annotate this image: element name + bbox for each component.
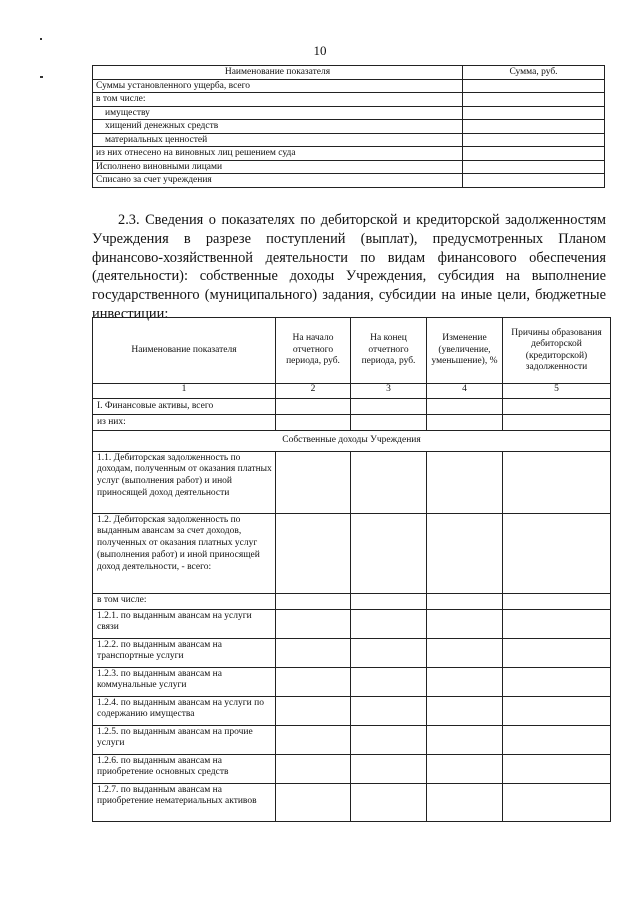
amount-cell	[463, 160, 605, 174]
value-cell	[351, 451, 427, 513]
value-cell	[351, 593, 427, 609]
table-row	[93, 133, 605, 147]
value-cell	[276, 513, 351, 593]
row-label: 1.2. Дебиторская задолженность по выданным авансам за счет доходов, полученных от оказания платных услуг (выполнения работ) и иной приносящей доход деятельности, - всего:	[93, 513, 276, 593]
row-label: 1.2.4. по выданным авансам на услуги по содержанию имущества	[93, 696, 276, 725]
scan-speck-2	[40, 76, 43, 78]
row-label: из них:	[93, 415, 276, 431]
value-cell	[503, 754, 611, 783]
table-row	[93, 174, 605, 188]
section-paragraph	[92, 211, 606, 324]
header-period-start: На начало отчетного периода, руб.	[276, 318, 351, 384]
column-number: 2	[276, 384, 351, 399]
value-cell	[351, 638, 427, 667]
value-cell	[276, 415, 351, 431]
value-cell	[276, 399, 351, 415]
header-indicator-name: Наименование показателя	[93, 66, 463, 80]
table-row	[93, 120, 605, 134]
row-label: Суммы установленного ущерба, всего	[93, 79, 463, 93]
amount-cell	[463, 147, 605, 161]
value-cell	[503, 513, 611, 593]
table-row	[93, 399, 611, 415]
value-cell	[427, 399, 503, 415]
row-label: имуществу	[93, 106, 463, 120]
value-cell	[351, 513, 427, 593]
value-cell	[503, 696, 611, 725]
row-label: в том числе:	[93, 593, 276, 609]
column-number: 4	[427, 384, 503, 399]
value-cell	[427, 513, 503, 593]
value-cell	[276, 451, 351, 513]
value-cell	[503, 609, 611, 638]
table-row	[93, 513, 611, 593]
value-cell	[427, 451, 503, 513]
value-cell	[351, 783, 427, 821]
table-row	[93, 147, 605, 161]
table-row	[93, 667, 611, 696]
value-cell	[427, 783, 503, 821]
row-label: Списано за счет учреждения	[93, 174, 463, 188]
value-cell	[351, 415, 427, 431]
value-cell	[503, 451, 611, 513]
value-cell	[503, 638, 611, 667]
table-row	[93, 638, 611, 667]
section-title: Собственные доходы Учреждения	[93, 431, 611, 452]
value-cell	[503, 399, 611, 415]
section-2-3-text: 2.3. Сведения о показателях по дебиторской и кредиторской задолженностям Учреждения в разрезе поступлений (выплат), предусмотренных Планом финансово-хозяйственной деятельности по видам финансового обеспечения (деятельности): собственные доходы Учреждения, субсидия на выполнение государственного (муниципального) задания, субсидии на иные цели, бюджетные инвестиции:	[92, 212, 606, 322]
value-cell	[427, 415, 503, 431]
value-cell	[503, 667, 611, 696]
damage-table	[92, 65, 605, 188]
row-label: в том числе:	[93, 93, 463, 107]
row-label: Исполнено виновными лицами	[93, 160, 463, 174]
value-cell	[276, 696, 351, 725]
row-label: 1.2.3. по выданным авансам на коммунальные услуги	[93, 667, 276, 696]
row-label: хищений денежных средств	[93, 120, 463, 134]
section-row	[93, 431, 611, 452]
column-number: 5	[503, 384, 611, 399]
table-row	[93, 609, 611, 638]
value-cell	[427, 667, 503, 696]
value-cell	[351, 609, 427, 638]
table-row	[93, 783, 611, 821]
damage-table-header	[93, 66, 605, 80]
value-cell	[503, 415, 611, 431]
receivables-header	[93, 318, 611, 384]
row-label: материальных ценностей	[93, 133, 463, 147]
header-period-end: На конец отчетного периода, руб.	[351, 318, 427, 384]
value-cell	[276, 593, 351, 609]
row-label: 1.2.7. по выданным авансам на приобретение нематериальных активов	[93, 783, 276, 821]
receivables-table	[92, 317, 611, 822]
row-label: I. Финансовые активы, всего	[93, 399, 276, 415]
value-cell	[351, 754, 427, 783]
value-cell	[427, 593, 503, 609]
amount-cell	[463, 120, 605, 134]
row-label: 1.2.5. по выданным авансам на прочие услуги	[93, 725, 276, 754]
amount-cell	[463, 79, 605, 93]
amount-cell	[463, 133, 605, 147]
value-cell	[427, 725, 503, 754]
amount-cell	[463, 106, 605, 120]
value-cell	[276, 725, 351, 754]
value-cell	[427, 754, 503, 783]
value-cell	[276, 667, 351, 696]
table-row	[93, 106, 605, 120]
value-cell	[351, 399, 427, 415]
row-label: 1.2.6. по выданным авансам на приобретение основных средств	[93, 754, 276, 783]
table-row	[93, 93, 605, 107]
header-indicator-name: Наименование показателя	[93, 318, 276, 384]
value-cell	[427, 609, 503, 638]
value-cell	[276, 609, 351, 638]
value-cell	[276, 754, 351, 783]
scan-speck-1	[40, 38, 42, 40]
header-reasons: Причины образования дебиторской (кредиторской) задолженности	[503, 318, 611, 384]
value-cell	[503, 725, 611, 754]
row-label: 1.2.1. по выданным авансам на услуги связи	[93, 609, 276, 638]
amount-cell	[463, 93, 605, 107]
row-label: 1.1. Дебиторская задолженность по доходам, полученным от оказания платных услуг (выполнения работ) и иной приносящей доход деятельности	[93, 451, 276, 513]
value-cell	[351, 667, 427, 696]
amount-cell	[463, 174, 605, 188]
table-row	[93, 451, 611, 513]
header-change-percent: Изменение (увеличение, уменьшение), %	[427, 318, 503, 384]
table-row	[93, 79, 605, 93]
row-label: 1.2.2. по выданным авансам на транспортные услуги	[93, 638, 276, 667]
value-cell	[427, 638, 503, 667]
value-cell	[276, 783, 351, 821]
table-row	[93, 415, 611, 431]
column-number: 3	[351, 384, 427, 399]
value-cell	[503, 783, 611, 821]
table-row	[93, 160, 605, 174]
table-row	[93, 593, 611, 609]
value-cell	[427, 696, 503, 725]
column-numbers-row	[93, 384, 611, 399]
row-label: из них отнесено на виновных лиц решением суда	[93, 147, 463, 161]
table-row	[93, 725, 611, 754]
column-number: 1	[93, 384, 276, 399]
value-cell	[503, 593, 611, 609]
value-cell	[276, 638, 351, 667]
page-number: 10	[313, 43, 327, 58]
table-row	[93, 754, 611, 783]
header-amount: Сумма, руб.	[463, 66, 605, 80]
value-cell	[351, 696, 427, 725]
value-cell	[351, 725, 427, 754]
table-row	[93, 696, 611, 725]
